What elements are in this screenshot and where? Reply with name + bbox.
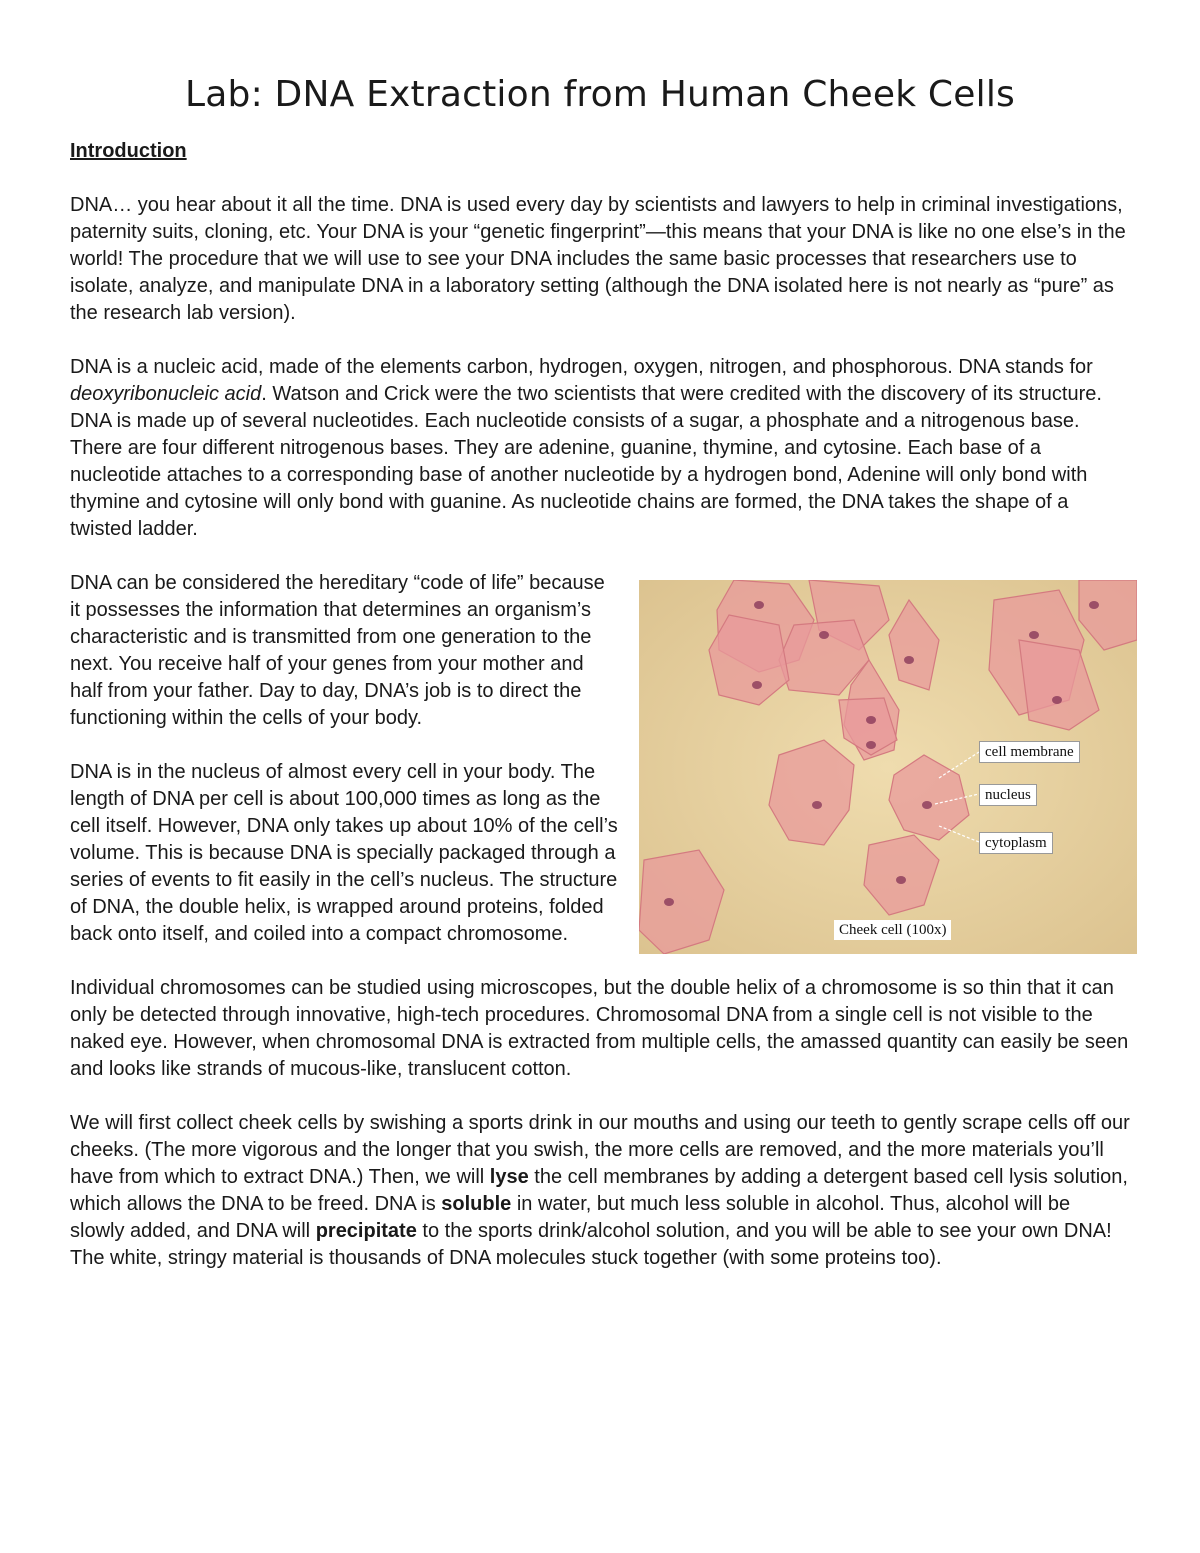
paragraph-code-of-life: DNA can be considered the hereditary “code of life” because it possesses the information that determines an organism’s characteristic and is transmitted from one generation to the next. You receive half of your genes from your mother and half from your father. Day to day, DNA’s job is to direct the functioning within the cells of your body. (70, 572, 605, 729)
label-cell-membrane: cell membrane (979, 741, 1080, 763)
paragraph-text: to the sports drink/alcohol solution, and you will be able to see your own DNA! The white, stringy material is thousands of DNA molecules stuck together (with some proteins too). (70, 1220, 1112, 1269)
nucleus-shape (819, 631, 829, 639)
italic-term: deoxyribonucleic acid (70, 383, 262, 405)
nucleus-shape (752, 681, 762, 689)
paragraph-nucleic-acid (70, 354, 1130, 543)
paragraph-text: in water, but much less soluble in alcohol. Thus, alcohol will be slowly added, and DNA will (70, 1193, 1071, 1242)
nucleus-shape (866, 716, 876, 724)
paragraph-text: . Watson and Crick were the two scientists that were credited with the discovery of its structure. DNA is made up of several nucleotides. Each nucleotide consists of a sugar, a phosphate and a nitrogenous base. There are four different nitrogenous bases. They are adenine, guanine, thymine, and cytosine. Each base of a nucleotide attaches to a corresponding base of another nucleotide by a hydrogen bond, Adenine will only bond with thymine and cytosine will only bond with guanine. As nucleotide chains are formed, the DNA takes the shape of a twisted ladder. (70, 383, 1102, 540)
bold-term-soluble: soluble (441, 1193, 512, 1215)
nucleus-shape (904, 656, 914, 664)
paragraph-intro: DNA… you hear about it all the time. DNA is used every day by scientists and lawyers to help in criminal investigations, paternity suits, cloning, etc. Your DNA is your “genetic fingerprint”—this means that your DNA is like no one else’s in the world! The procedure that we will use to see your DNA includes the same basic processes that researchers use to isolate, analyze, and manipulate DNA in a laboratory setting (although the DNA isolated here is not nearly as “pure” as the research lab version). (70, 194, 1126, 324)
figure-caption: Cheek cell (100x) (834, 920, 951, 940)
nucleus-shape (1052, 696, 1062, 704)
nucleus-shape (754, 601, 764, 609)
document-body (70, 138, 1130, 1272)
paragraph-text: We will first collect cheek cells by swishing a sports drink in our mouths and using our teeth to gently scrape cells off our cheeks. (The more vigorous and the longer that you swish, the more cells are removed, and the more materials you’ll have from which to extract DNA.) Then, we will (70, 1112, 1130, 1188)
paragraph-text: DNA is a nucleic acid, made of the elements carbon, hydrogen, oxygen, nitrogen, and phosphorous. DNA stands for (70, 356, 1093, 378)
section-heading: Introduction (70, 140, 187, 162)
paragraph-procedure (70, 1110, 1130, 1272)
nucleus-shape (922, 801, 932, 809)
bold-term-lyse: lyse (489, 1166, 529, 1188)
label-cytoplasm: cytoplasm (979, 832, 1053, 854)
cheek-cell-micrograph (639, 580, 1137, 954)
page-title: Lab: DNA Extraction from Human Cheek Cells (185, 74, 1015, 115)
paragraph-text: the cell membranes by adding a detergent based cell lysis solution, which allows the DNA to be freed. DNA is (70, 1166, 1128, 1215)
micrograph-image (639, 580, 1137, 954)
nucleus-shape (1029, 631, 1039, 639)
nucleus-shape (812, 801, 822, 809)
paragraph-chromosomes: Individual chromosomes can be studied using microscopes, but the double helix of a chromosome is so thin that it can only be detected through innovative, high-tech procedures. Chromosomal DNA from a single cell is not visible to the naked eye. However, when chromosomal DNA is extracted from multiple cells, the amassed quantity can easily be seen and looks like strands of mucous-like, translucent cotton. (70, 977, 1129, 1080)
label-nucleus: nucleus (979, 784, 1037, 806)
nucleus-shape (896, 876, 906, 884)
nucleus-shape (866, 741, 876, 749)
paragraph-nucleus: DNA is in the nucleus of almost every cell in your body. The length of DNA per cell is about 100,000 times as long as the cell itself. However, DNA only takes up about 10% of the cell’s volume. This is because DNA is specially packaged through a series of events to fit easily in the cell’s nucleus. The structure of DNA, the double helix, is wrapped around proteins, folded back onto itself, and coiled into a compact chromosome. (70, 761, 618, 945)
nucleus-shape (1089, 601, 1099, 609)
document-page (70, 70, 1130, 1299)
nucleus-shape (664, 898, 674, 906)
bold-term-precipitate: precipitate (315, 1220, 417, 1242)
